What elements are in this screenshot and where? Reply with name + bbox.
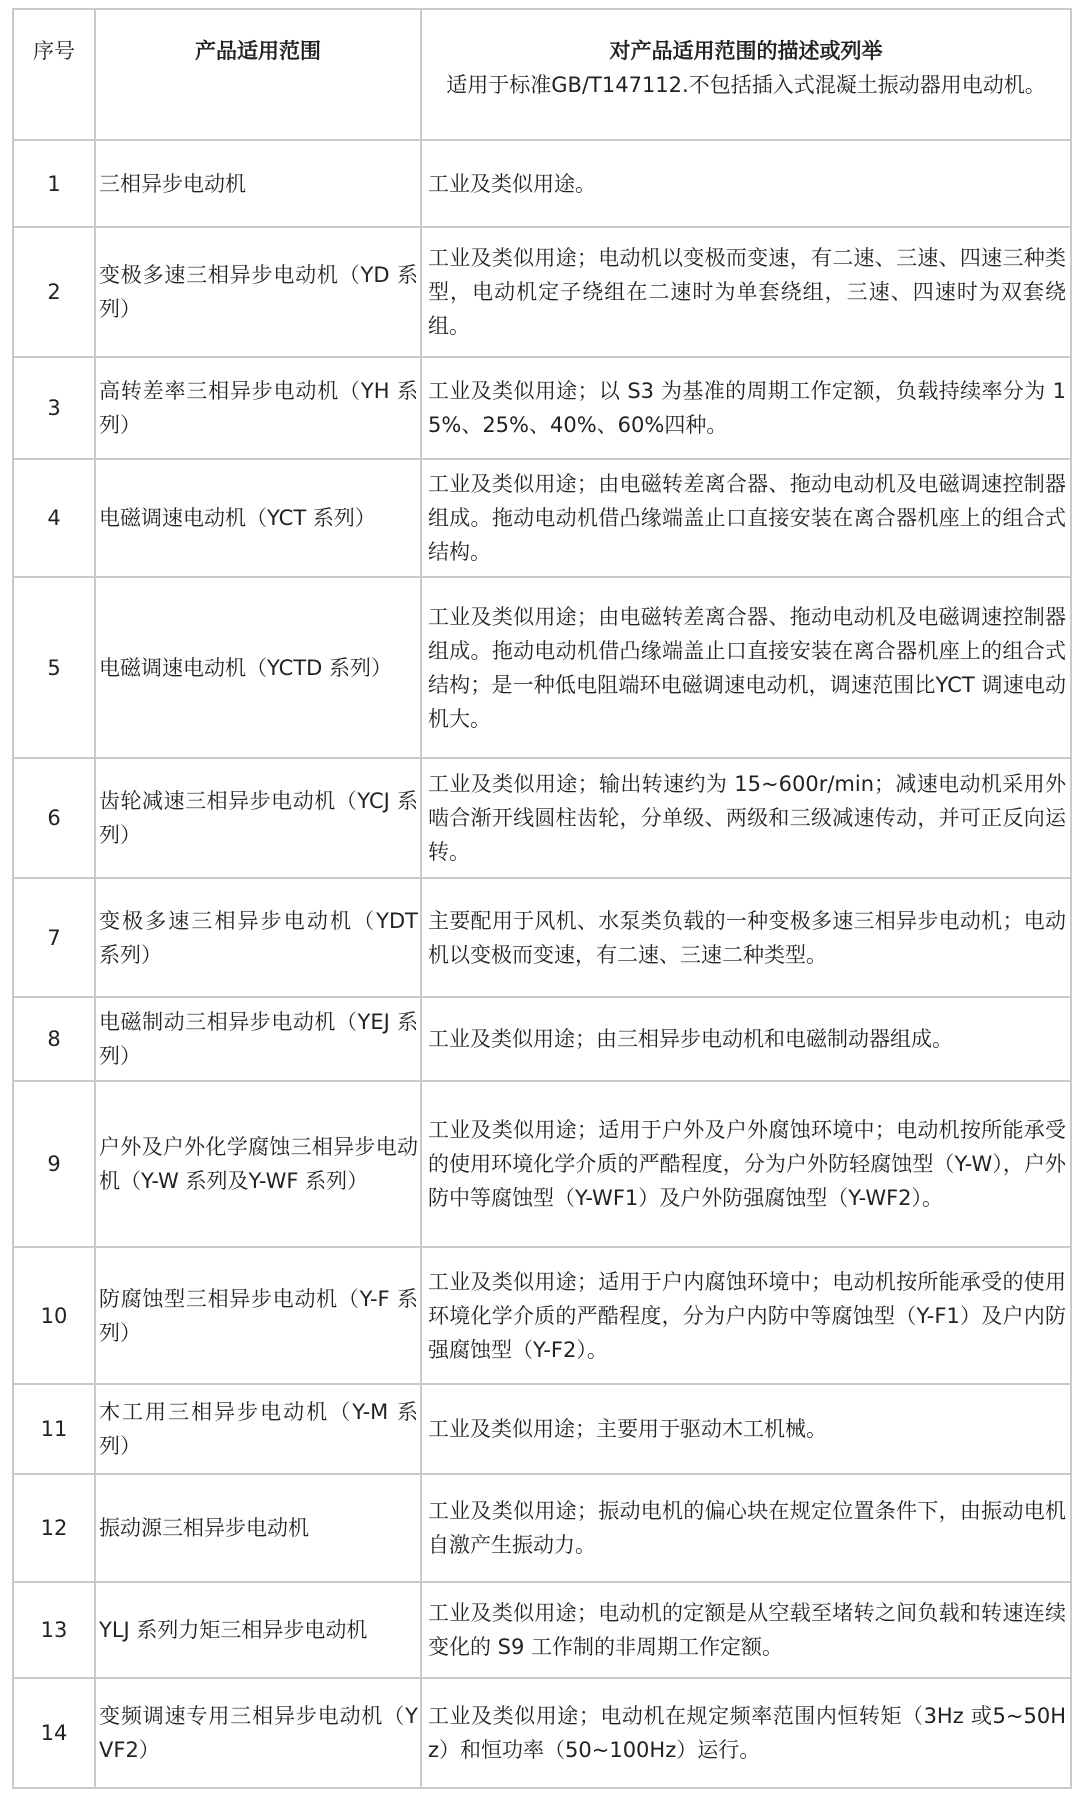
row-num: 9 — [13, 1081, 95, 1247]
row-num: 8 — [13, 997, 95, 1081]
row-description: 工业及类似用途；电动机在规定频率范围内恒转矩（3Hz 或5~50Hz）和恒功率（50~100Hz）运行。 — [421, 1678, 1071, 1788]
row-description: 工业及类似用途；由电磁转差离合器、拖动电动机及电磁调速控制器组成。拖动电动机借凸缘端盖止口直接安装在离合器机座上的组合式结构。 — [421, 459, 1071, 577]
row-num: 11 — [13, 1384, 95, 1474]
row-product-name: 变极多速三相异步电动机（YD 系列） — [95, 227, 421, 357]
row-product-name: 防腐蚀型三相异步电动机（Y-F 系列） — [95, 1247, 421, 1384]
row-description: 工业及类似用途；电动机以变极而变速，有二速、三速、四速三种类型，电动机定子绕组在二速时为单套绕组，三速、四速时为双套绕组。 — [421, 227, 1071, 357]
header-desc-title: 对产品适用范围的描述或列举 — [609, 39, 883, 63]
row-description: 工业及类似用途；以 S3 为基准的周期工作定额，负载持续率分为 15%、25%、40%、60%四种。 — [421, 357, 1071, 459]
table-row — [13, 758, 1071, 878]
header-desc-note: 适用于标准GB/T147112.不包括插入式混凝土振动器用电动机。 — [446, 73, 1046, 97]
row-num: 14 — [13, 1678, 95, 1788]
row-num: 13 — [13, 1582, 95, 1678]
table-row — [13, 878, 1071, 997]
header-desc — [421, 9, 1071, 140]
table-row — [13, 357, 1071, 459]
row-num: 4 — [13, 459, 95, 577]
row-description: 工业及类似用途；由三相异步电动机和电磁制动器组成。 — [421, 997, 1071, 1081]
row-description: 工业及类似用途；振动电机的偏心块在规定位置条件下，由振动电机自激产生振动力。 — [421, 1474, 1071, 1582]
row-product-name: 三相异步电动机 — [95, 140, 421, 227]
row-description: 工业及类似用途；适用于户内腐蚀环境中；电动机按所能承受的使用环境化学介质的严酷程度，分为户内防中等腐蚀型（Y-F1）及户内防强腐蚀型（Y-F2）。 — [421, 1247, 1071, 1384]
table-row — [13, 1474, 1071, 1582]
row-product-name: 木工用三相异步电动机（Y-M 系列） — [95, 1384, 421, 1474]
table-row — [13, 1081, 1071, 1247]
table-row — [13, 577, 1071, 758]
row-num: 5 — [13, 577, 95, 758]
row-product-name: 高转差率三相异步电动机（YH 系列） — [95, 357, 421, 459]
row-num: 7 — [13, 878, 95, 997]
row-num: 3 — [13, 357, 95, 459]
row-num: 10 — [13, 1247, 95, 1384]
table-row — [13, 1384, 1071, 1474]
row-product-name: 电磁调速电动机（YCT 系列） — [95, 459, 421, 577]
row-product-name: YLJ 系列力矩三相异步电动机 — [95, 1582, 421, 1678]
row-product-name: 变频调速专用三相异步电动机（YVF2） — [95, 1678, 421, 1788]
row-description: 工业及类似用途；主要用于驱动木工机械。 — [421, 1384, 1071, 1474]
row-product-name: 齿轮减速三相异步电动机（YCJ 系列） — [95, 758, 421, 878]
table-row — [13, 997, 1071, 1081]
row-num: 12 — [13, 1474, 95, 1582]
row-description: 工业及类似用途；适用于户外及户外腐蚀环境中；电动机按所能承受的使用环境化学介质的严酷程度，分为户外防轻腐蚀型（Y-W），户外防中等腐蚀型（Y-WF1）及户外防强腐蚀型（Y-WF2）。 — [421, 1081, 1071, 1247]
row-product-name: 变极多速三相异步电动机（YDT 系列） — [95, 878, 421, 997]
product-scope-table — [12, 8, 1072, 1789]
table-row — [13, 1582, 1071, 1678]
row-description: 工业及类似用途；电动机的定额是从空载至堵转之间负载和转速连续变化的 S9 工作制的非周期工作定额。 — [421, 1582, 1071, 1678]
row-description: 工业及类似用途。 — [421, 140, 1071, 227]
table-row — [13, 1247, 1071, 1384]
row-product-name: 电磁调速电动机（YCTD 系列） — [95, 577, 421, 758]
row-product-name: 振动源三相异步电动机 — [95, 1474, 421, 1582]
row-description: 主要配用于风机、水泵类负载的一种变极多速三相异步电动机；电动机以变极而变速，有二速、三速二种类型。 — [421, 878, 1071, 997]
row-num: 2 — [13, 227, 95, 357]
row-description: 工业及类似用途；由电磁转差离合器、拖动电动机及电磁调速控制器组成。拖动电动机借凸缘端盖止口直接安装在离合器机座上的组合式结构；是一种低电阻端环电磁调速电动机，调速范围比YCT 调速电动机大。 — [421, 577, 1071, 758]
row-description: 工业及类似用途；输出转速约为 15~600r/min；减速电动机采用外啮合渐开线圆柱齿轮，分单级、两级和三级减速传动，并可正反向运转。 — [421, 758, 1071, 878]
row-product-name: 户外及户外化学腐蚀三相异步电动机（Y-W 系列及Y-WF 系列） — [95, 1081, 421, 1247]
header-scope: 产品适用范围 — [95, 9, 421, 140]
header-num: 序号 — [13, 9, 95, 140]
row-num: 1 — [13, 140, 95, 227]
table-row — [13, 459, 1071, 577]
table-row — [13, 140, 1071, 227]
table-row — [13, 227, 1071, 357]
table-header-row — [13, 9, 1071, 140]
row-num: 6 — [13, 758, 95, 878]
row-product-name: 电磁制动三相异步电动机（YEJ 系列） — [95, 997, 421, 1081]
table-row — [13, 1678, 1071, 1788]
